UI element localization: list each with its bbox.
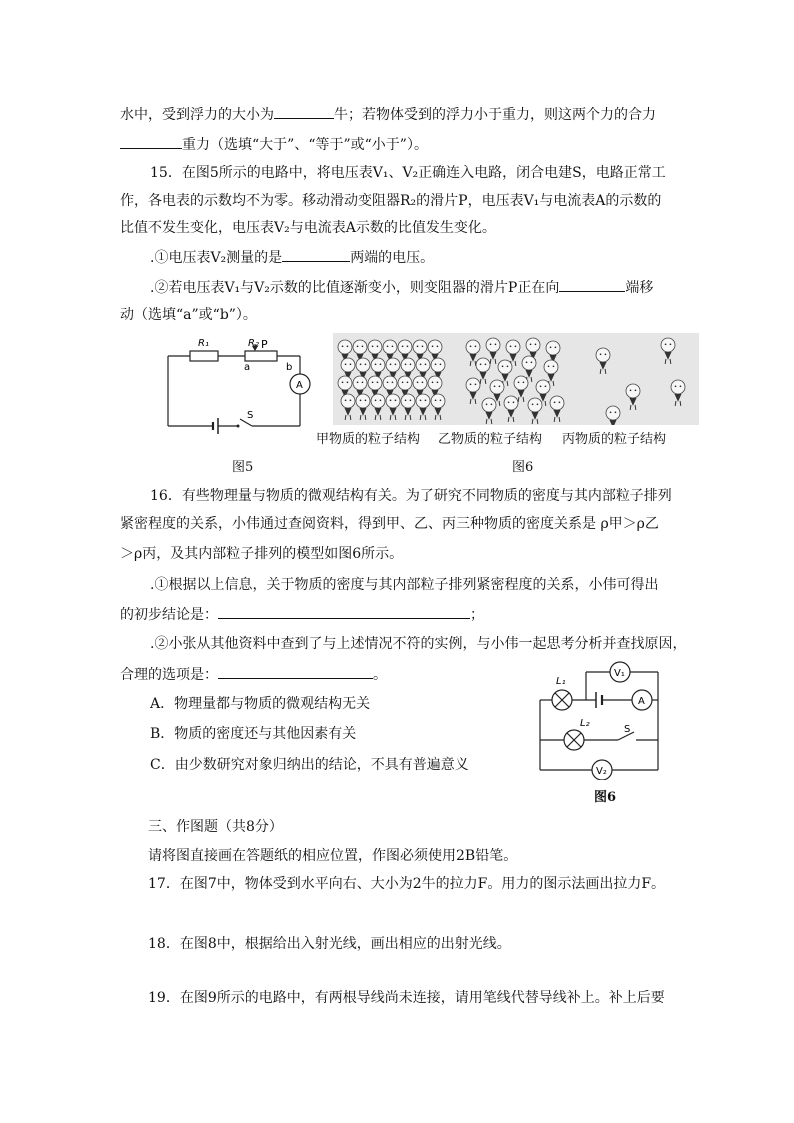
particle-yi [528,398,542,424]
q15-part2-cont: 动（选填“a”或“b”）。 [120,307,257,323]
q15-line2: 作，各电表的示数均不为零。移动滑动变阻器R₂的滑片P，电压表V₁与电流表A的示数的 [120,193,662,209]
r1-label: R₁ [198,338,209,349]
l1-label: L₁ [556,676,566,687]
q15-line3: 比值不发生变化，电压表V₂与电流表A示数的比值发生变化。 [120,220,496,236]
q16-part2: .②小张从其他资料中查到了与上述情况不符的实例，与小伟一起思考分析并查找原因， [150,636,687,652]
q15-line1: 15．在图5所示的电路中，将电压表V₁、V₂正确连入电路，闭合电建S，电路正常工 [150,165,666,181]
l2-label: L₂ [580,718,590,729]
particle-yi [504,396,518,422]
ammeter-label: A [296,380,303,391]
resistor-r2 [245,351,277,361]
q15-part1-tail: 两端的电压。 [350,250,435,266]
particle-jia [371,394,385,420]
v2-label: V₂ [596,766,607,777]
q18-text: 18．在图8中，根据给出入射光线，画出相应的出射光线。 [148,936,511,952]
a-label: a [244,362,251,373]
q15-part2-tail: 端移 [625,280,654,296]
particle-jia [341,394,355,420]
section3-title: 三、作图题（共8分） [148,819,283,835]
v1-label: V₁ [614,668,625,679]
q16-option-c: C．由少数研究对象归纳出的结论，不具有普遍意义 [150,757,469,773]
figure6-particles [333,333,699,425]
label-yi: 乙物质的粒子结构 [438,432,543,447]
q15-part1-text: .①电压表V₂测量的是 [150,250,283,266]
q16-line2: 紧密程度的关系，小伟通过查阅资料，得到甲、乙、丙三种物质的密度关系是 ρ甲＞ρ乙 [120,516,659,532]
particle-jia [401,394,415,420]
figure5-circuit [160,332,320,436]
label-jia: 甲物质的粒子结构 [316,432,421,447]
particle-jia [386,394,400,420]
q14-text-b: 牛；若物体受到的浮力小于重力，则这两个力的合力 [334,107,656,123]
answer-blank[interactable] [218,604,470,619]
q16-part2-tail: 。 [373,667,387,683]
q19-text: 19．在图9所示的电路中，有两根导线尚未连接，请用笔线代替导线补上。补上后要 [148,990,665,1006]
p-label: P [261,338,268,351]
section3-note: 请将图直接画在答题纸的相应位置，作图必须使用2B铅笔。 [148,848,518,864]
q16-part1-prefix: 的初步结论是： [120,607,218,623]
resistor-r1 [190,351,218,361]
q16-option-b: B．物质的密度还与其他因素有关 [150,726,357,742]
q16-part2-prefix: 合理的选项是： [120,667,218,683]
q17-text: 17．在图7中，物体受到水平向右、大小为2牛的拉力F。用力的图示法画出拉力F。 [148,876,666,892]
answer-blank[interactable] [274,104,334,119]
particle-yi [482,398,496,424]
answer-blank[interactable] [120,134,182,149]
q15-part2 [150,277,653,298]
particle-bing [626,384,640,410]
answer-blank[interactable] [218,664,373,679]
b-label: b [286,362,293,373]
answer-blank[interactable] [282,247,350,262]
q16-part1: .①根据以上信息，关于物质的密度与其内部粒子排列紧密程度的关系，小伟可得出 [150,577,659,593]
particle-jia [416,394,430,420]
figure6-caption: 图6 [512,460,534,475]
q16-option-a: A．物理量都与物质的微观结构无关 [150,696,371,712]
q14-line1 [120,104,656,125]
q16-part1-tail: ； [470,607,484,623]
particle-bing [596,348,610,374]
figure6b-caption: 图6 [594,790,617,805]
q16-line1: 16．有些物理量与物质的微观结构有关。为了研究不同物质的密度与其内部粒子排列 [150,488,672,504]
q14-line2 [120,134,428,155]
ammeter-label: A [638,696,645,707]
q16-part2-cont [120,664,387,685]
q14-text-c: 重力（选填“大于”、“等于”或“小于”）。 [182,137,428,153]
particle-yi [550,396,564,422]
q14-text-a: 水中，受到浮力的大小为 [120,107,274,123]
particle-bing [661,338,675,364]
q15-part1 [150,247,434,268]
r2-label: R₂ [248,338,259,349]
answer-blank[interactable] [559,277,625,292]
particle-drawing [333,333,699,425]
label-bing: 丙物质的粒子结构 [562,432,667,447]
particle-jia [356,394,370,420]
figure5-caption: 图5 [232,460,254,475]
particle-bing [606,406,620,425]
particle-jia [431,394,445,420]
switch-label: S [247,410,254,421]
q15-part2-text: .②若电压表V₁与V₂示数的比值逐渐变小，则变阻器的滑片P正在向 [150,280,560,296]
q16-part1-cont [120,604,484,625]
switch-label: S [624,724,631,735]
figure6-circuit [530,660,665,780]
particle-bing [671,380,685,406]
q16-line3: ＞ρ丙，及其内部粒子排列的模型如图6所示。 [120,546,404,562]
particle-yi [466,378,480,404]
